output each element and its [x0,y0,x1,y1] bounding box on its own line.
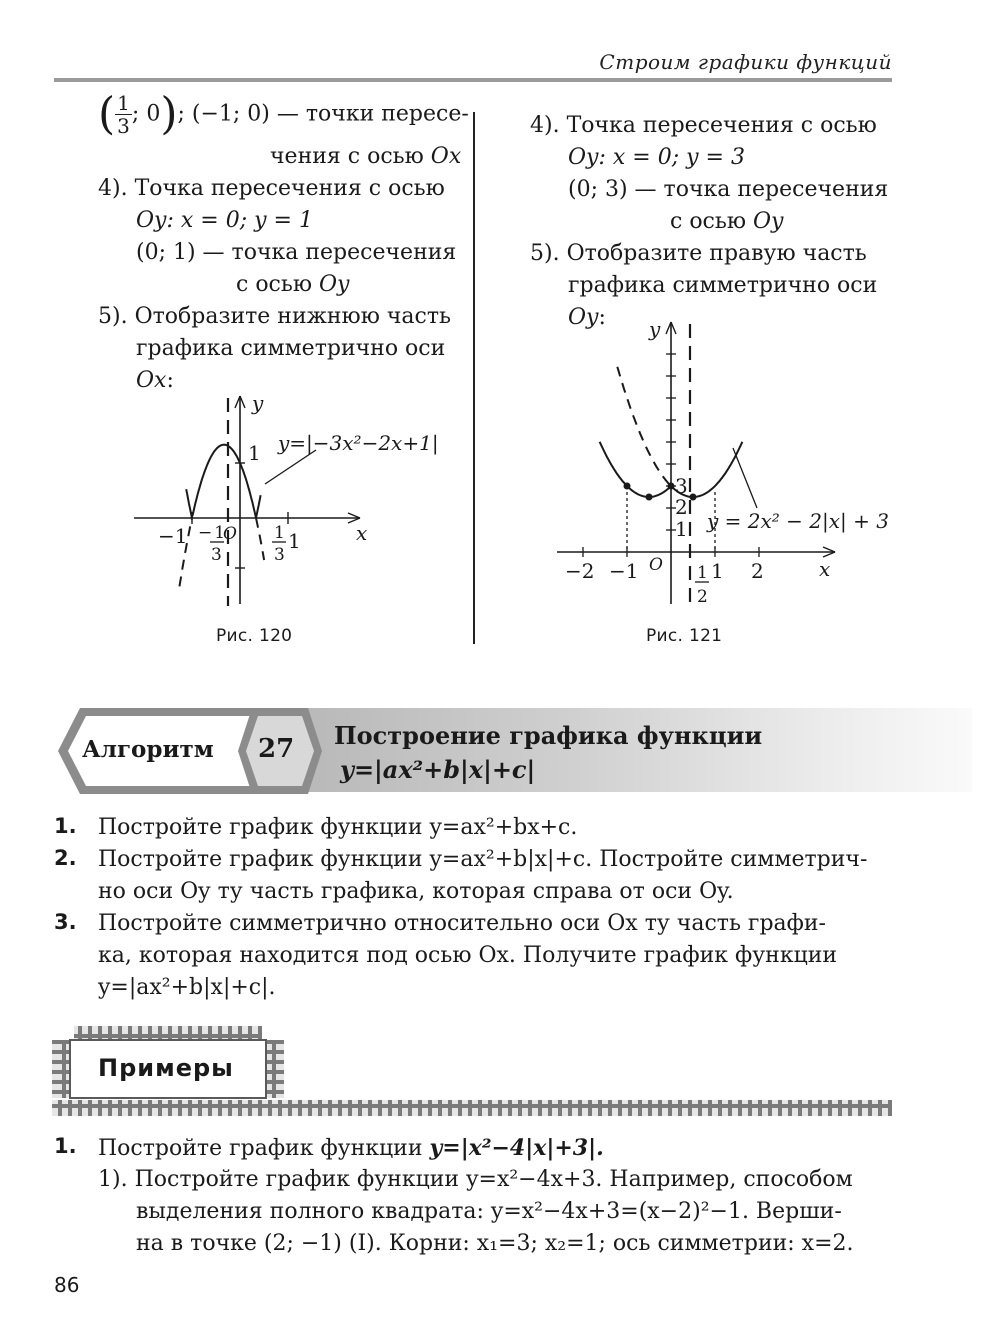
right-step5-line2: графика симметрично оси [568,273,878,298]
example-1-sub1-line2: выделения полного квадрата: y=x²−4x+3=(x−2)²−1. Верши- [136,1199,842,1224]
algorithm-number: 27 [258,734,295,764]
left-step5-line1: 5). Отобразите нижнюю часть [98,304,451,329]
fig121-xlabel: x [819,557,831,581]
left-step4-head: 4). Точка пересечения с осью [98,176,445,201]
fig121-ytick-3: 3 [675,474,688,498]
page-number: 86 [54,1273,80,1297]
right-step4-head: 4). Точка пересечения с осью [530,113,877,138]
fig121-xtick-half-den: 2 [697,587,708,607]
fraction-one-third: $\frac{1}{3}$ [117,91,130,138]
fig121-xtick-half-num: 1 [697,563,708,583]
algorithm-step-2-number: 2. [54,846,77,870]
fig120-xlabel: x [356,521,368,545]
algorithm-step-3-line-3: y=|ax²+b|x|+c|. [98,975,276,1000]
algorithm-title: Построение графика функции [334,721,763,750]
fig121-xtick-1: 1 [711,559,724,583]
fig120-origin: O [223,524,237,544]
right-step4-axis: с осью Oy [670,209,784,234]
fig121-point-4 [690,494,697,501]
fig121-dashed-curve [617,367,671,486]
fig121-xtick-neg2: −2 [565,559,595,583]
fig121-label-leader [733,448,757,508]
right-step5-axis: Oy: [568,305,606,330]
left-step5-axis: Ox: [136,368,174,393]
algorithm-step-3-number: 3. [54,910,77,934]
fig120-ylabel: y [252,391,264,415]
algorithm-step-3-line-2: ка, которая находится под осью Ox. Получите график функции [98,943,838,968]
fig121-point-2 [646,494,653,501]
algorithm-step-2-line-2: но оси Oy ту часть графика, которая справа от оси Oy. [98,879,734,904]
example-1-sub1-line1: 1). Постройте график функции y=x²−4x+3. Например, способом [98,1167,853,1192]
right-step4-point: (0; 3) — точка пересечения [568,177,889,202]
fig121-point-1 [624,483,631,490]
figure-121-chart [545,312,900,617]
fig120-xtick-label-1: 1 [288,529,301,553]
fig121-ylabel: y [649,317,661,341]
fig120-neg-third-den: 3 [211,545,222,565]
fig120-xtick-label-neg1: −1 [158,524,188,548]
example-1-number: 1. [54,1134,77,1158]
figure-120-caption: Рис. 120 [216,626,293,646]
fig120-function-label: y=|−3x²−2x+1| [278,431,439,455]
algorithm-step-3-line-1: Постройте симметрично относительно оси Ox ту часть графи- [98,911,826,936]
right-step5-line1: 5). Отобразите правую часть [530,241,867,266]
fig121-origin: O [649,555,663,575]
running-title: Строим графики функций [599,50,892,74]
fig121-function-label: y = 2x² − 2|x| + 3 [707,509,889,533]
fig120-third-den: 3 [274,545,285,565]
figure-120-chart [120,388,472,613]
example-1-sub1-line3: на в точке (2; −1) (I). Корни: x₁=3; x₂=1; ось симметрии: x=2. [136,1231,854,1256]
left-line2: чения с осью Ox [270,144,462,169]
fig120-label-leader [265,450,316,484]
fig120-ytick-label-1: 1 [248,441,261,465]
right-step4-equation: Oy: x = 0; y = 3 [568,145,745,170]
left-intersection-points: ( $\frac{1}{3}$ ; 0); (−1; 0) — точки пересе- [98,88,469,140]
algorithm-formula: y=|ax²+b|x|+c| [340,755,536,784]
column-divider [473,112,475,644]
example-1-task: Постройте график функции y=|x²−4|x|+3|. [98,1135,604,1161]
algorithm-label: Алгоритм [82,736,214,763]
fig121-point-3 [668,483,675,490]
examples-label: Примеры [98,1054,234,1082]
header-rule [54,78,892,82]
algorithm-step-1-text: Постройте график функции y=ax²+bx+c. [98,815,578,840]
fig121-xtick-neg1: −1 [609,559,639,583]
fig121-xtick-2: 2 [751,559,764,583]
algorithm-step-1-number: 1. [54,814,77,838]
left-step4-axis: с осью Oy [236,272,350,297]
fig121-ytick-2: 2 [675,495,688,519]
figure-121-caption: Рис. 121 [646,626,723,646]
algorithm-step-2-line-1: Постройте график функции y=ax²+b|x|+c. Постройте симметрич- [98,847,868,872]
left-step4-equation: Oy: x = 0; y = 1 [136,208,313,233]
fig121-ytick-1: 1 [675,517,688,541]
fig120-xtick-label-third: 1 [274,523,285,543]
left-step4-point: (0; 1) — точка пересечения [136,240,457,265]
left-step5-line2: графика симметрично оси [136,336,446,361]
fig120-xtick-label-neg-third: − 1 [198,523,226,543]
